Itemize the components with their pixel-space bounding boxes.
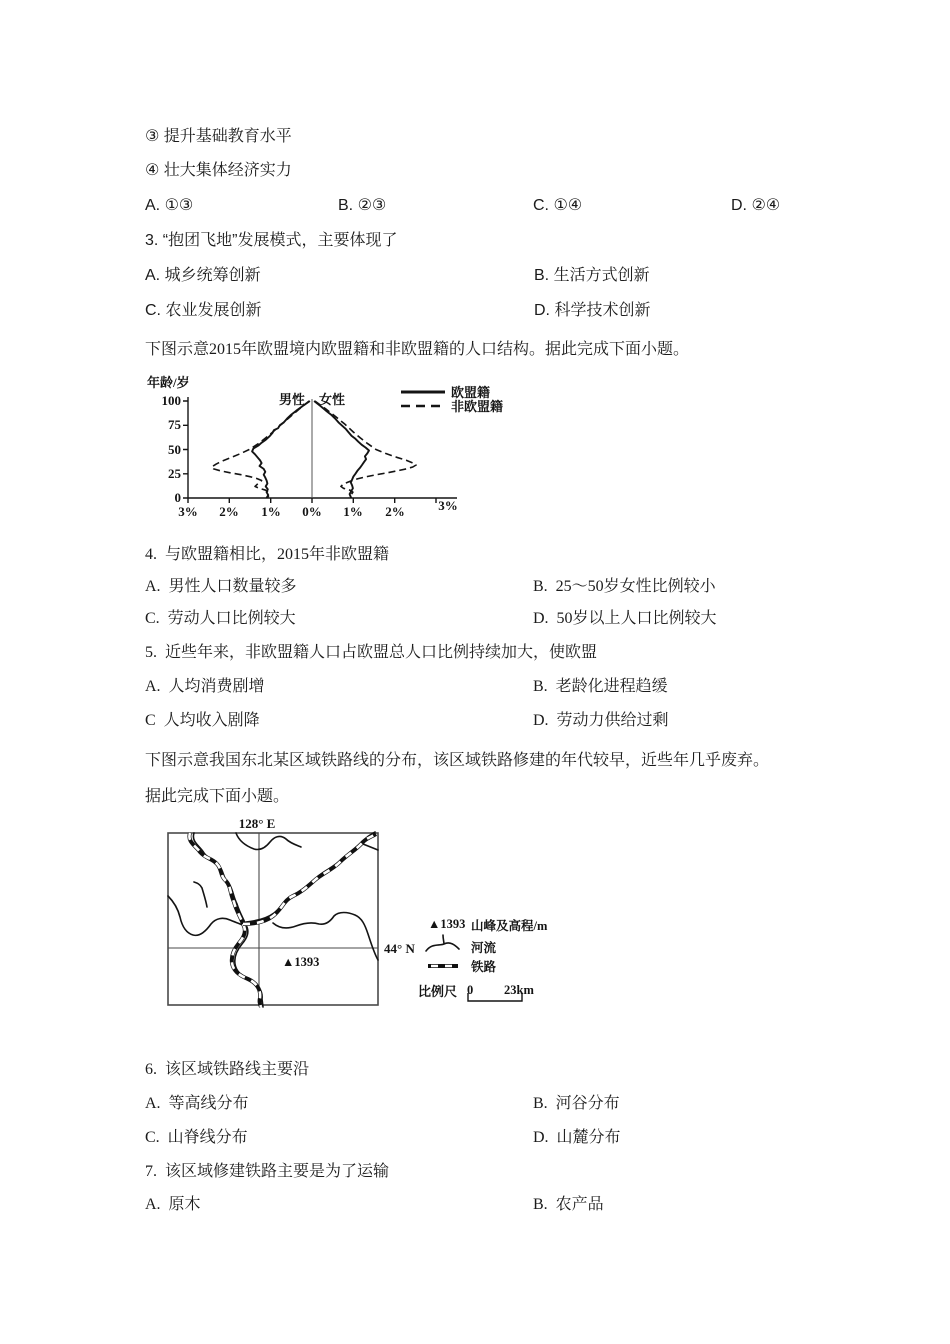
pyramid-x-tick-l1: 1% — [261, 504, 281, 519]
river-top-middle — [236, 833, 301, 850]
q5-stem: 5. 近些年来，非欧盟籍人口占欧盟总人口比例持续加大，使欧盟 — [145, 644, 598, 661]
q7-option-b: B. 农产品 — [533, 1196, 604, 1213]
map-longitude-label: 128° E — [238, 816, 276, 831]
pyramid-series-非欧盟籍-男性 — [212, 401, 310, 498]
legend-river-symbol — [426, 935, 459, 951]
q4-stem: 4. 与欧盟籍相比，2015年非欧盟籍 — [145, 546, 390, 563]
q3-option-d: D. 科学技术创新 — [534, 302, 651, 319]
pyramid-y-tick-100: 100 — [161, 393, 181, 408]
railway-map-svg — [160, 812, 580, 1012]
railway-map-figure — [160, 812, 580, 1012]
population-pyramid-svg — [145, 373, 525, 525]
pyramid-y-tick-50: 50 — [168, 442, 181, 457]
q2-option-b: B. ②③ — [338, 197, 387, 214]
pyramid-x-ticks — [188, 498, 436, 503]
pyramid-series-group — [212, 401, 417, 498]
q3-stem: 3. “抱团飞地”发展模式，主要体现了 — [145, 232, 398, 249]
pyramid-female-label: 女性 — [319, 392, 346, 407]
q6-option-b: B. 河谷分布 — [533, 1095, 620, 1112]
pyramid-series-欧盟籍-男性 — [252, 401, 310, 498]
pyramid-x-tick-l2: 2% — [219, 504, 239, 519]
q3-option-a: A. 城乡统筹创新 — [145, 267, 261, 284]
map-legend — [418, 917, 548, 1001]
pyramid-series-欧盟籍-女性 — [314, 401, 369, 498]
list-item-3: ③ 提升基础教育水平 — [145, 128, 292, 145]
legend-rail-text: 铁路 — [471, 960, 497, 974]
q2-option-c: C. ①④ — [533, 197, 583, 214]
river-small-tributary — [194, 882, 207, 907]
pyramid-x-tick-r1: 1% — [343, 504, 363, 519]
pyramid-x-tick-l3: 3% — [178, 504, 198, 519]
pyramid-y-tick-0: 0 — [174, 490, 181, 505]
river-east — [273, 913, 378, 961]
q6-option-d: D. 山麓分布 — [533, 1129, 621, 1146]
legend-scale-label: 比例尺 — [418, 984, 458, 999]
map-intro-line1: 下图示意我国东北某区域铁路线的分布，该区域铁路修建的年代较早，近些年几乎废弃。 — [145, 752, 770, 769]
map-latitude-label: 44° N — [384, 941, 415, 956]
pyramid-y-axis-title: 年龄/岁 — [147, 375, 190, 390]
q4-option-a: A. 男性人口数量较多 — [145, 578, 297, 595]
legend-peak-text: 山峰及高程/m — [471, 919, 548, 933]
q4-option-d: D. 50岁以上人口比例较大 — [533, 610, 717, 627]
q6-option-c: C. 山脊线分布 — [145, 1129, 248, 1146]
population-pyramid-figure — [145, 373, 525, 525]
q6-option-a: A. 等高线分布 — [145, 1095, 249, 1112]
river-top-right — [363, 844, 378, 850]
legend-scale-zero: 0 — [467, 983, 474, 997]
pyramid-legend-solid-label: 欧盟籍 — [451, 385, 491, 400]
q5-option-c: C 人均收入剧降 — [145, 712, 260, 729]
q6-stem: 6. 该区域铁路线主要沿 — [145, 1061, 310, 1078]
q7-option-a: A. 原木 — [145, 1196, 201, 1213]
q5-option-a: A. 人均消费剧增 — [145, 678, 265, 695]
q7-stem: 7. 该区域修建铁路主要是为了运输 — [145, 1163, 390, 1180]
q2-option-a: A. ①③ — [145, 197, 194, 214]
q2-option-d: D. ②④ — [731, 197, 781, 214]
legend-scale-end: 23km — [504, 983, 534, 997]
q3-option-b: B. 生活方式创新 — [534, 267, 650, 284]
pyramid-male-label: 男性 — [278, 392, 305, 407]
q4-option-b: B. 25～50岁女性比例较小 — [533, 578, 716, 595]
pyramid-y-ticks — [183, 401, 188, 498]
pyramid-legend-dashed-label: 非欧盟籍 — [451, 399, 504, 414]
pyramid-series-非欧盟籍-女性 — [315, 401, 416, 498]
map-intro-line2: 据此完成下面小题。 — [145, 788, 290, 805]
river-northeast — [246, 832, 375, 922]
pyramid-y-tick-75: 75 — [168, 417, 181, 432]
pyramid-x-tick-0: 0% — [302, 504, 322, 519]
map-peak-marker: ▲1393 — [282, 955, 320, 969]
q4-option-c: C. 劳动人口比例较大 — [145, 610, 296, 627]
legend-river-text: 河流 — [471, 941, 497, 955]
q5-option-d: D. 劳动力供给过剩 — [533, 712, 669, 729]
q5-option-b: B. 老龄化进程趋缓 — [533, 678, 668, 695]
list-item-4: ④ 壮大集体经济实力 — [145, 162, 292, 179]
legend-peak-symbol: ▲1393 — [428, 917, 466, 931]
pyramid-x-tick-r3: 3% — [438, 498, 458, 513]
pyramid-y-tick-25: 25 — [168, 466, 181, 481]
pyramid-x-tick-r2: 2% — [385, 504, 405, 519]
railway-main-northwest — [189, 833, 243, 924]
q3-option-c: C. 农业发展创新 — [145, 302, 262, 319]
chart-intro-text: 下图示意2015年欧盟境内欧盟籍和非欧盟籍的人口结构。据此完成下面小题。 — [145, 341, 690, 358]
